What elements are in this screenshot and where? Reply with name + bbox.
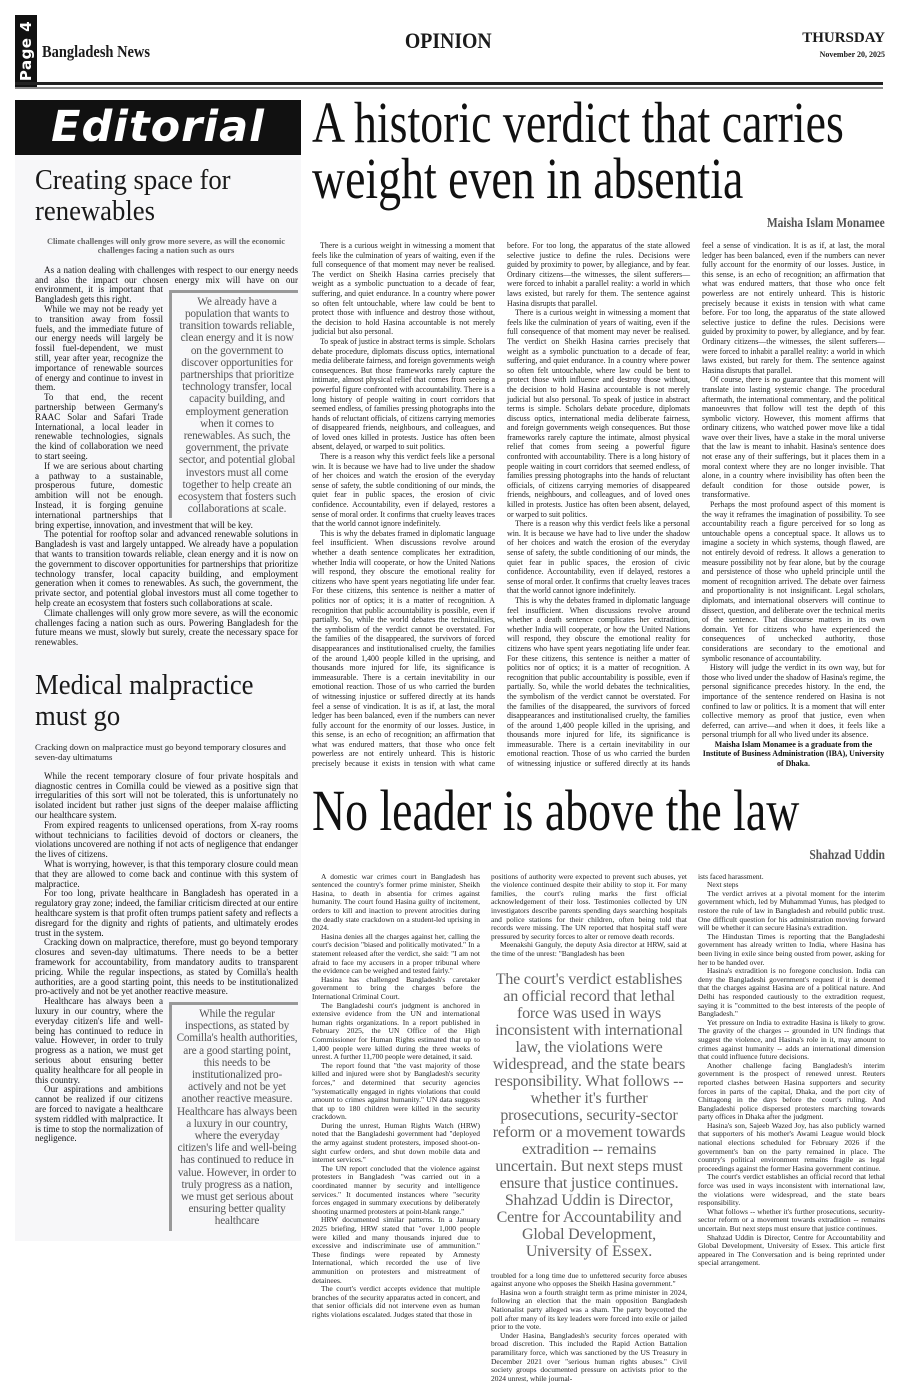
paragraph: From expired reagents to unlicensed operations, from X-ray rooms without technicians to facilities devoid of doctors or cleaners, the violations uncovered are nothing if not acts of negligence that endanger the lives of citizens. — [35, 819, 298, 860]
renewables-headline — [35, 165, 301, 227]
law-column-1 — [312, 873, 480, 1320]
law-column-2-bottom — [491, 1272, 687, 1384]
paragraph: As a nation dealing with challenges with respect to our energy needs and also the impact our chosen energy mix will have on our environment, it is important that Bangladesh gets this right. — [35, 264, 298, 305]
section-label: OPINION — [405, 28, 492, 53]
paragraph: Climate challenges will only grow more severe, as will the economic challenges facing a nation such as ours. Powering Bangladesh for the future means we must, slowly but surely, create the necessary space for renewables. — [35, 607, 298, 648]
renewables-editorial — [15, 165, 301, 648]
paragraph: What is worrying, however, is that this temporary closure could mean that they are allowed to come back and continue with this system of malpractice. — [35, 859, 298, 889]
malpractice-pull-quote: While the regular inspections, as stated by Comilla's health authorities, are a good starting point, this needs to be institutionalized pro-actively and not be yet another reactive measure. Healthcare has always been a luxury in our country, where the everyday citizen's life and well-being has continued to reduce in value. However, in order to truly progress as a nation, we must get serious about ensuring better quality healthcare — [169, 1002, 298, 1231]
law-headline — [312, 777, 885, 843]
headline-line: must go — [35, 699, 121, 732]
paragraph: Yet pressure on India to extradite Hasina is likely to grow. The gravity of the charges -- grounded in UN findings that suggest the violence, and Hasina's role in it, may amount to crimes against humanity -- adds an international dimension that could influence future decisions. — [698, 1017, 885, 1062]
renewables-body — [35, 266, 298, 648]
header-rule — [15, 82, 883, 85]
paragraph: For too long, private healthcare in Bangladesh has operated in a regulatory gray zone; indeed, the familiar criticism directed at our entire healthcare system is that profit often trumps patient safety and reflects a disregard for the dignity and rights of patients, and ultimately erodes trust in the system. — [35, 888, 298, 938]
paragraph: This is why the debates framed in diplomatic language feel insufficient. When discussions revolve around whether a death sentence complicates her extradition, whether India will cooperate, or how the United Nations will respond, they obscure the emotional reality for citizens who have spent years negotiating life under fear. For these citizens, this sentence is neither a matter of politics nor of optics; it is a matter of recognition. A recognition that public accountability is possible, even if partially. So, while the world debates the technicalities, the symbolism of the verdict cannot be overstated. For the families of the disappeared, the survivors of forced disappearances and institutionalised cruelty, the families of the around 1,400 people killed in the uprising, and thousands more injured for life, its significance is immeasurable. There is a certain inevitability in our emotional reaction. Those of us who carried the burden of witnessing injustice or suffered directly at its hands feel a sense of vindication. It is as if, at last, the moral ledger has been balanced, even if the numbers can never fully account for the enormity of our losses. Justice, in this sense, is an echo of recognition; an affirmation that what was endured matters, that those who once felt powerless are not entirely unheard. This is historic precisely because it exists in tension with what came before. For too long, the apparatus of the state allowed selective justice to define the rules. Decisions were guided by proximity to power, by allegiance, and by fear. Ordinary citizens—the witnesses, the silent sufferers—were forced to inhabit a parallel reality: a world in which laws existed, but rarely for them. The sentence against Hasina disrupts that parallel. — [312, 241, 690, 769]
opinion-articles — [312, 90, 885, 1383]
malpractice-body — [35, 772, 298, 1231]
law-column-2-top — [491, 873, 687, 959]
law-article — [312, 777, 885, 1384]
section-title — [300, 28, 597, 54]
headline-line: weight even in absentia — [312, 146, 744, 211]
paragraph: Hasina has challenged Bangladesh's caretaker government to bring the charges before the International Criminal Court. — [312, 974, 480, 1001]
header-rule-secondary — [15, 87, 883, 89]
editorial-column — [15, 100, 301, 1241]
law-byline — [312, 847, 885, 863]
paragraph: There is a reason why this verdict feels like a personal win. It is because we have had to live under the shadow of her choices and watch the erosion of the everyday sense of safety, the subtle conditioning of our minds, the quiet fear in public spaces, the erosion of civic confidence. Accountability, even if delayed, restores a sense of moral order. It confirms that cruelty leaves traces that the world cannot ignore indefinitely. — [312, 452, 495, 529]
paragraph: There is a curious weight in witnessing a moment that feels like the culmination of years of waiting, even if the full consequence of that moment may never be realised. The verdict on Sheikh Hasina carries precisely that weight as a symbolic punctuation to a decade of fear, suffering, and quiet endurance. In a country where power so often felt untouchable, where law could be bent to protect those with influence and destroy those without, the decision to hold Hasina accountable is not merely judicial but also personal. — [312, 241, 495, 337]
verdict-body — [312, 241, 885, 769]
paragraph: To speak of justice in abstract terms is simple. Scholars debate procedure, diplomats discuss optics, international media deliberate fairness, and foreign governments weigh consequences. But those frameworks rarely capture the intimate, almost physical relief that comes from seeing a powerful figure confronted with accountability. There is a long history of people waiting in court corridors that seemed endless, of families pressing photographs into the hands of reluctant officials, of citizens carrying memories of disappeared friends, neighbours, and colleagues, and of loved ones killed in protests. Justice has often been absent, delayed, or warped to suit politics. — [312, 336, 495, 452]
paragraph: Perhaps the most profound aspect of this moment is the way it reframes the imagination of possibility. To see accountability reach a figure perceived for so long as untouchable opens a conceptual space. It allows us to imagine a society in which systems, though flawed, are not entirely devoid of redress. It allows a generation to measure possibility not by fear alone, but by the courage and persistence of those who upheld principle until the moment of recognition arrived. The debate over fairness and proportionality is not insignificant. Legal scholars, diplomats, and international observers will continue to dissect, question, and deliberate over the technical merits of the sentence. That discourse matters in its own domain. Yet for citizens who have experienced the consequences of unchecked authority, those considerations are secondary to the emotional and symbolic resonance of accountability. — [702, 500, 885, 663]
paragraph: Our aspirations and ambitions cannot be realized if our citizens are forced to navigate a healthcare system riddled with malpractice. It is time to stop the normalization of negligence. — [35, 1084, 163, 1144]
law-column-2 — [491, 873, 687, 1384]
issue-day: THURSDAY — [802, 30, 885, 46]
paragraph: HRW documented similar patterns. In a January 2025 briefing, HRW stated that "over 1,000 people were killed and many thousands injured due to excessive and indiscriminate use of ammunition." These findings were repeated by Amnesty International, which recorded the use of live ammunition on protesters and mistreatment of detainees. — [312, 1215, 480, 1285]
headline-line: No leader is above the law — [312, 777, 800, 843]
paragraph: If we are serious about charting a pathway to a sustainable, prosperous future, domestic ambition will not be enough. Instead, it is forging genuine international partnerships that bring expertise, innovation, and investment that will be key. — [35, 460, 253, 530]
paragraph: Meenakshi Ganguly, the deputy Asia director at HRW, said at the time of the unrest: "Bangladesh has been — [491, 940, 687, 958]
malpractice-headline — [35, 670, 301, 732]
law-column-3 — [698, 873, 885, 1268]
renewables-subhead: Climate challenges will only grow more severe, as will the economic challenges facing a nation such as ours — [46, 237, 286, 256]
headline-line: Medical malpractice — [35, 668, 254, 701]
headline-line: renewables — [35, 195, 156, 227]
paragraph: The UN report concluded that the violence against protesters in Bangladesh "was carried out in a coordinated manner by security and intelligence services." It documented instances where "security forces engaged in summary executions by deliberately shooting unarmed protesters at point-blank range." — [312, 1163, 480, 1216]
editorial-badge: Editorial — [15, 100, 301, 155]
verdict-byline — [312, 215, 885, 231]
malpractice-subhead: Cracking down on malpractice must go beyond temporary closures and seven-day ultimatums — [35, 741, 286, 762]
paragraph: The court's verdict accepts evidence that multiple branches of the security apparatus acted in concert, and that senior officials did not intervene even as human rights violations escalated. Judges stated that those in — [312, 1284, 480, 1319]
paragraph: troubled for a long time due to unfettered security force abuses against anyone who opposes the Sheikh Hasina government." — [491, 1270, 687, 1289]
law-pull-quote: The court's verdict establishes an official record that lethal force was used in ways inconsistent with international law, the violations were widespread, and the state bears responsibility. What follows -- whether it's further prosecutions, security-sector reform or a movement towards extradition -- remains uncertain. But next steps must ensure that justice continues. Shahzad Uddin is Director, Centre for Accountability and Global Development, University of Essex. — [492, 970, 686, 1260]
paragraph: What follows -- whether it's further prosecutions, security-sector reform or a movement towards extradition -- remains uncertain. But next steps must ensure that justice continues. — [698, 1206, 885, 1233]
paragraph: Hasina denies all the charges against her, calling the court's decision "biased and politically motivated." In a statement released after the verdict, she said: "I am not afraid to face my accusers in a proper tribunal where the evidence can be weighed and tested fairly." — [312, 931, 480, 976]
paragraph: There is a curious weight in witnessing a moment that feels like the culmination of years of waiting, even if the full consequence of that moment may never be realised. The verdict on Sheikh Hasina carries precisely that weight as a symbolic punctuation to a decade of fear, suffering, and quiet endurance. In a country where power so often felt untouchable, where law could be bent to protect those with influence and destroy those without, the decision to hold Hasina accountable is not merely judicial but also personal. To speak of justice in abstract terms is simple. Scholars debate procedure, diplomats discuss optics, international media deliberate fairness, and foreign governments weigh consequences. But those frameworks rarely capture the intimate, almost physical relief that comes from seeing a powerful figure confronted with accountability. There is a long history of people waiting in court corridors that seemed endless, of families pressing photographs into the hands of reluctant officials, of citizens carrying memories of disappeared friends, neighbours, and colleagues, and of loved ones killed in protests. Justice has often been absent, delayed, or warped to suit politics. — [507, 308, 690, 519]
paragraph: Under Hasina, Bangladesh's security forces operated with broad discretion. This included the Rapid Action Battalion paramilitary force, which was sanctioned by the US Treasury in December 2021 over "serious human rights abuses." Civil society groups documented pressure on activists prior to the 2024 unrest, while journal- — [491, 1330, 687, 1383]
paragraph: ists faced harassment. — [698, 871, 764, 881]
paragraph: To that end, the recent partnership between Germany's RAAC Solar and Safari Trade International, a local leader in renewable technologies, signals the kind of collaboration we need to start seeing. — [35, 392, 163, 461]
law-columns — [312, 873, 885, 1384]
page-number-tab — [15, 15, 37, 87]
headline-line: Creating space for — [35, 164, 231, 196]
author-name: Maisha Islam Monamee — [767, 215, 885, 230]
verdict-headline — [312, 90, 885, 211]
author-name: Shahzad Uddin — [809, 846, 885, 862]
paragraph: The potential for rooftop solar and advanced renewable solutions in Bangladesh is vast and largely untapped. We already have a population that wants to transition towards reliable, clean energy and it is now on the government to discover opportunities for partnerships that prioritize technology transfer, local capacity building, and employment generation when it comes to renewables. As such, the government, the private sector, and potential global investors must all come together to help create an ecosystem that fosters such collaborations at scale. — [35, 529, 298, 608]
paragraph: Of course, there is no guarantee that this moment will translate into lasting systemic change. The procedural aftermath, the international commentary, and the political manoeuvres that follow will test the depth of this symbolic victory. However, this moment affirms that ordinary citizens, who watched power move like a tidal wave over their lives, have a stake in the moral universe that the law is meant to inhabit. Hasina's sentence does not erase any of their sufferings, but it places them in a moral context where they are no longer invisible. That alone, in a country where invisibility has often been the default condition for those outside power, is transformative. — [702, 375, 885, 500]
paragraph: While the recent temporary closure of four private hospitals and diagnostic centres in Comilla could be viewed as a positive sign that irregularities of this sort will not be tolerated, this is unfortunately no isolated incident but rather just signs of the deeper malaise afflicting our healthcare system. — [35, 770, 298, 821]
author-bio: Maisha Islam Monamee is a graduate from the Institute of Business Administration (IBA), University of Dhaka. — [702, 739, 885, 769]
paragraph: The court's verdict establishes an official record that lethal force was used in ways inconsistent with international law, the violations were widespread, and the state bears responsibility. — [698, 1172, 885, 1208]
paragraph: The Hindustan Times is reporting that the Bangladeshi government has already written to India, where Hasina has been living in exile since being ousted from power, asking for her to be handed over. — [698, 931, 885, 967]
paragraph: The Bangladeshi court's judgment is anchored in extensive evidence from the UN and international human rights organizations. In a report published in February 2025, the UN Office of the High Commissioner for Human Rights estimated that up to 1,400 people were killed during the three weeks of unrest. A further 11,700 people were detained, it said. — [312, 1000, 480, 1062]
paragraph: Next steps — [707, 880, 739, 890]
paragraph: Hasina's extradition is no foregone conclusion. India can deny the Bangladeshi government's request if it is deemed that the charges against Hasina are of a political nature. And Delhi has responded cautiously to the extradition request, saying it is "committed to the best interests of the people of Bangladesh." — [698, 966, 885, 1019]
paragraph: Shahzad Uddin is Director, Centre for Accountability and Global Development, University of Essex. This article first appeared in The Conversation and is being reprinted under special arrangement. — [698, 1232, 885, 1268]
paragraph: A domestic war crimes court in Bangladesh has sentenced the country's former prime minister, Sheikh Hasina, to death in absentia for crimes against humanity. The court found Hasina guilty of incitement, orders to kill and inaction to prevent atrocities during the deadly state crackdown on a student-led uprising in 2024. — [312, 871, 480, 933]
paragraph: The report found that "the vast majority of those killed and injured were shot by Bangladesh's security forces," and determined that security agencies "systematically engaged in rights violations that could amount to crimes against humanity." UN data suggests that up to 180 children were killed in the security crackdown. — [312, 1060, 480, 1122]
newspaper-name: Bangladesh News — [42, 42, 151, 61]
malpractice-editorial — [15, 670, 301, 1231]
paragraph: Cracking down on malpractice, therefore, must go beyond temporary closures and seven-day ultimatums. There needs to be a better framework for accountability, from mandatory audits to transparent pricing. While the regular inspections, as stated by Comilla's health authorities, are a good starting point, this needs to be institutionalized pro-actively and not be yet another reactive measure. — [35, 937, 298, 997]
paragraph: Hasina's son, Sajeeb Wazed Joy, has also publicly warned that supporters of his mother's Awami League would block national elections scheduled for February 2026 if the government's ban on the party remained in place. The country's political environment remains fragile as legal proceedings against the former Hasina government continue. — [698, 1120, 885, 1173]
page-number: Page 4 — [17, 20, 35, 82]
renewables-pull-quote: We already have a population that wants to transition towards reliable, clean energy and it is now on the government to discover opportunities for partnerships that prioritize technology transfer, local capacity building, and employment generation when it comes to renewables. As such, the government, the private sector, and potential global investors must all come together to help create an ecosystem that fosters such collaborations at scale. — [169, 290, 298, 519]
paragraph: There is a reason why this verdict feels like a personal win. It is because we have had to live under the shadow of her choices and watch the erosion of the everyday sense of safety, the subtle conditioning of our minds, the quiet fear in public spaces, the erosion of civic confidence. Accountability, even if delayed, restores a sense of moral order. It confirms that cruelty leaves traces that the world cannot ignore indefinitely. — [507, 519, 690, 596]
paragraph: History will judge the verdict in its own way, but for those who lived under the shadow of Hasina's regime, the personal significance precedes history. In the end, the importance of the sentence rendered on Hasina is not confined to law or politics. It is a moment that will enter collective memory as proof that justice, even when deferred, can arrive—and when it does, it feels like a personal triumph for all who lived under its absence. — [702, 663, 885, 740]
issue-date: November 20, 2025 — [819, 50, 885, 59]
paragraph: Healthcare has always been a luxury in our country, where the everyday citizen's life and well-being has continued to reduce in value. However, in order to truly progress as a nation, we must get serious about ensuring better quality healthcare for all people in this country. — [35, 996, 163, 1085]
paragraph: During the unrest, Human Rights Watch (HRW) noted that the Bangladeshi government had "deployed the army against student protesters, imposed shoot-on-sight curfew orders, and shut down mobile data and internet services." — [312, 1120, 480, 1165]
verdict-article — [312, 90, 885, 769]
paragraph: positions of authority were expected to prevent such abuses, yet the violence continued despite their ability to stop it. For many families, the court's ruling marks the first official acknowledgement of their loss. Testimonies collected by UN investigators describe parents spending days searching hospitals and police stations for their children, often being told that records were missing. The UN reported that hospital staff were pressured by security forces to alter or remove death records. — [491, 871, 687, 941]
paragraph: The verdict arrives at a pivotal moment for the interim government which, led by Muhammad Yunus, has pledged to restore the rule of law in Bangladesh and rebuild public trust. One difficult question for his administration moving forward will be whether it can secure Hasina's extradition. — [698, 888, 885, 933]
paragraph: Another challenge facing Bangladesh's interim government is the prospect of renewed unrest. Reuters reported clashes between Hasina supporters and security forces in parts of the capital, Dhaka, and the port city of Chittagong in the days before the court's ruling. And Bangladeshi police dispersed protesters marching towards party offices in Dhaka after the judgment. — [698, 1060, 885, 1122]
paragraph: While we may not be ready yet to transition away from fossil fuels, and the immediate future of our energy needs will largely be fossil fuel-dependent, we must still, year after year, recognize the importance of renewable sources of energy and continue to invest in them. — [35, 304, 163, 393]
paragraph: This is why the debates framed in diplomatic language feel insufficient. When discussions revolve around whether a death sentence complicates her extradition, whether India will cooperate, or how the United Nations will respond, they obscure the emotional reality for citizens who have spent years negotiating life under fear. For these citizens, this sentence is neither a matter of politics nor of optics; it is a matter of recognition. A recognition that public accountability is possible, even if partially. So, while the world debates the technicalities, the symbolism of the verdict cannot be overstated. For the families of the disappeared, the survivors of forced disappearances and institutionalised cruelty, the families of the around 1,400 people killed in the uprising, and thousands more injured for life, its significance is immeasurable. There is a certain inevitability in our emotional reaction. Those of us who carried the burden of witnessing injustice or suffered directly at its hands feel a sense of vindication. It is as if, at last, the moral ledger has been balanced, even if the numbers can never fully account for the enormity of our losses. Justice, in this sense, is an echo of recognition; an affirmation that what was endured matters, that those who once felt powerless are not entirely unheard. This is historic precisely because it exists in tension with what came before. For too long, the apparatus of the state allowed selective justice to define the rules. Decisions were guided by proximity to power, by allegiance, and by fear. Ordinary citizens—the witnesses, the silent sufferers—were forced to inhabit a parallel reality: a world in which laws existed, but rarely for them. The sentence against Hasina disrupts that parallel. — [507, 241, 885, 769]
headline-line: A historic verdict that carries — [312, 90, 844, 155]
paragraph: Hasina won a fourth straight term as prime minister in 2024, following an election that the main opposition Bangladesh Nationalist party alleged was a sham. The party boycotted the poll after many of its key leaders were forced into exile or jailed prior to the vote. — [491, 1287, 687, 1332]
